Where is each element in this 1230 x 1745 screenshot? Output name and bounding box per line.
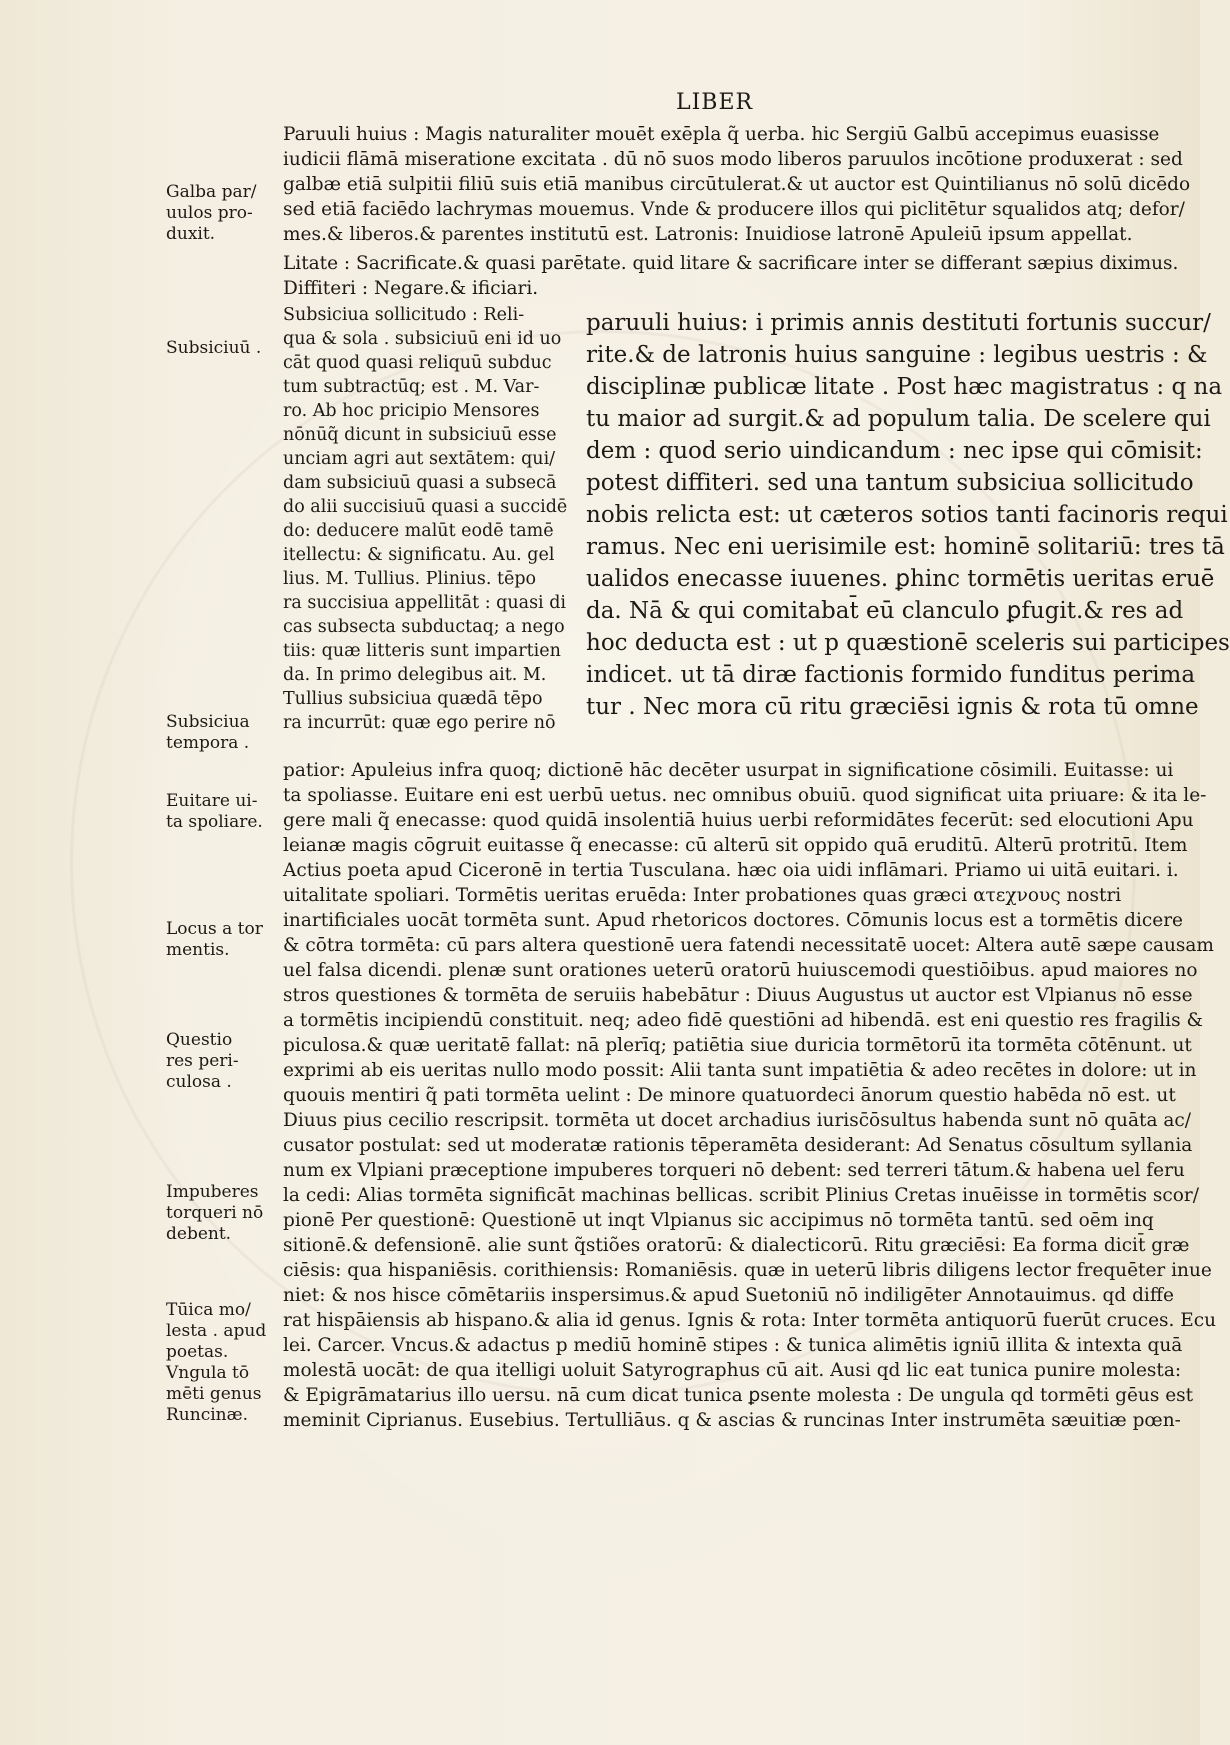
- main-text-line: da. Nā & qui comitabat̄ eū clanculo ꝑfugit.& res ad: [586, 598, 1184, 624]
- text-line: a tormētis incipiendū constituit. neq; adeo fidē questiōni ad hibendā. est eni questio res fragilis &: [283, 1010, 1203, 1031]
- main-text-line: tur . Nec mora cū ritu græciēsi ignis & rota tū omne: [586, 694, 1199, 720]
- narrow-line: do alii succisiuū quasi a succidē: [283, 497, 568, 517]
- margin-note-line: res peri-: [166, 1051, 239, 1071]
- margin-note-line: Locus a tor: [166, 919, 263, 939]
- text-line: lei. Carcer. Vncus.& adactus p mediū hominē stipes : & tunica alimētis igniū illita & intexta quā: [283, 1335, 1183, 1356]
- narrow-line: ro. Ab hoc pricipio Mensores: [283, 401, 540, 421]
- main-text-line: indicet. ut tā diræ factionis formido funditus perima: [586, 662, 1196, 688]
- margin-note-line: duxit.: [166, 224, 216, 244]
- narrow-line: ra incurrūt: quæ ego perire nō: [283, 713, 556, 733]
- narrow-line: unciam agri aut sextātem: qui/: [283, 449, 556, 469]
- narrow-line: tiis: quæ litteris sunt impartien: [283, 641, 561, 661]
- narrow-line: cāt quod quasi reliquū subduc: [283, 353, 552, 373]
- margin-note-line: Subsiciua: [166, 712, 250, 732]
- margin-note: [166, 1030, 276, 1093]
- narrow-line: da. In primo delegibus ait. M.: [283, 665, 547, 685]
- text-line: exprimi ab eis ueritas nullo modo possit: Alii tanta sunt impatiētia & adeo recētes in dolore: ut in: [283, 1060, 1197, 1081]
- text-line: molestā uocāt: de qua itelligi uoluit Satyrographus cū ait. Ausi qd lic eat tunica punire molesta:: [283, 1360, 1182, 1381]
- margin-note-line: tempora .: [166, 733, 250, 753]
- margin-note-line: mentis.: [166, 940, 230, 960]
- margin-note-line: torqueri nō: [166, 1203, 264, 1223]
- text-line: Litate : Sacrificate.& quasi parētate. quid litare & sacrificare inter se differant sæpius diximus.: [283, 253, 1179, 274]
- text-line: & Epigrāmatarius illo uersu. nā cum dicat tunica ꝑsente molesta : De ungula qd tormēti gēus est: [283, 1385, 1194, 1406]
- running-header: LIBER: [676, 90, 754, 115]
- text-line: Diffiteri : Negare.& ificiari.: [283, 278, 539, 299]
- text-line: rat hispāiensis ab hispano.& alia id genus. Ignis & rota: Inter tormēta antiquorū fuerūt cruces. Ecu: [283, 1310, 1217, 1331]
- main-text-line: potest diffiteri. sed una tantum subsiciua sollicitudo: [586, 470, 1194, 496]
- text-line: niet: & nos hisce cōmētariis inspersimus.& apud Suetoniū nō indiligēter Annotauimus. qd diffe: [283, 1285, 1174, 1306]
- text-line: quouis mentiri q̃ pati tormēta uelint : De minore quatuordeci ānorum questio habēda nō est. ut: [283, 1085, 1176, 1106]
- narrow-line: nōnūq̃ dicunt in subsiciuū esse: [283, 425, 557, 445]
- margin-note: [166, 338, 276, 359]
- margin-note: [166, 791, 276, 833]
- text-line: leianæ magis cōgruit euitasse q̃ enecasse: cū alterū sit oppido quā eruditū. Alterū protritū. Item: [283, 835, 1188, 856]
- text-line: cusator postulat: sed ut moderatæ rationis tēperamēta desiderant: Ad Senatus cōsultum syllania: [283, 1135, 1193, 1156]
- narrow-line: itellectu: & significatu. Au. gel: [283, 545, 555, 565]
- margin-note-line: culosa .: [166, 1072, 232, 1092]
- margin-note-line: Tūica mo/: [166, 1300, 251, 1320]
- margin-note-line: Runcinæ.: [166, 1405, 248, 1425]
- text-line: patior: Apuleius infra quoq; dictionē hāc decēter usurpat in significatione cōsimili. Euitasse: ui: [283, 760, 1174, 781]
- margin-note-line: Vngula tō: [166, 1363, 250, 1383]
- main-text-line: nobis relicta est: ut cæteros sotios tanti facinoris requi: [586, 502, 1228, 528]
- text-line: sitionē.& defensionē. alie sunt q̃stiões oratorū: & dialecticorū. Ritu græciēsi: Ea forma dicit̄ græ: [283, 1235, 1190, 1256]
- narrow-line: lius. M. Tullius. Plinius. tēpo: [283, 569, 537, 589]
- text-line: uitalitate spoliari. Tormētis ueritas eruēda: Inter probationes quas græci ατεχνους nostri: [283, 885, 1122, 906]
- narrow-line: Subsiciua sollicitudo : Reli-: [283, 305, 525, 325]
- margin-note-line: Galba par/: [166, 182, 257, 202]
- text-line: ciēsis: qua hispaniēsis. corithiensis: Romaniēsis. quæ in ueterū libris diligens lector frequēter inue: [283, 1260, 1212, 1281]
- margin-note-line: Subsiciuū .: [166, 338, 262, 358]
- narrow-line: ra succisiua appellitāt : quasi di: [283, 593, 567, 613]
- margin-note-line: ta spoliare.: [166, 812, 263, 832]
- text-line: piculosa.& quæ ueritatē fallat: nā plerīq; patiētia siue duricia tormētorū ita tormēta cōtēnunt. ut: [283, 1035, 1192, 1056]
- narrow-line: Tullius subsiciua quædā tēpo: [283, 689, 543, 709]
- main-text-line: hoc deducta est : ut p quæstionē sceleris sui participes: [586, 630, 1230, 656]
- text-line: Paruuli huius : Magis naturaliter mouēt exēpla q̃ uerba. hic Sergiū Galbū accepimus euasisse: [283, 124, 1160, 145]
- margin-note-line: Euitare ui-: [166, 791, 258, 811]
- margin-note: [166, 1182, 276, 1245]
- text-line: pionē Per questionē: Questionē ut inqt Vlpianus sic accipimus nō tormēta tantū. sed oēm inq: [283, 1210, 1154, 1231]
- margin-note-line: Impuberes: [166, 1182, 259, 1202]
- main-text-line: paruuli huius: i primis annis destituti fortunis succur/: [586, 310, 1211, 336]
- margin-note-line: Questio: [166, 1030, 233, 1050]
- text-line: uel falsa dicendi. plenæ sunt orationes ueterū oratorū huiuscemodi questiōibus. apud maiores no: [283, 960, 1198, 981]
- text-line: sed etiā faciēdo lachrymas mouemus. Vnde & producere illos qui piclitētur squalidos atq; defor/: [283, 199, 1185, 220]
- narrow-line: qua & sola . subsiciuū eni id uo: [283, 329, 562, 349]
- main-text-line: ramus. Nec eni uerisimile est: hominē solitariū: tres tā: [586, 534, 1225, 560]
- main-text-line: dem : quod serio uindicandum : nec ipse qui cōmisit:: [586, 438, 1203, 464]
- text-line: meminit Ciprianus. Eusebius. Tertulliāus. q & ascias & runcinas Inter instrumēta sæuitiæ pœn-: [283, 1410, 1181, 1431]
- narrow-line: cas subsecta subductaq; a nego: [283, 617, 565, 637]
- main-text-line: disciplinæ publicæ litate . Post hæc magistratus : q na: [586, 374, 1223, 400]
- margin-note: [166, 712, 276, 754]
- text-line: la cedi: Alias tormēta significāt machinas bellicas. scribit Plinius Cretas inuēisse in tormētis scor/: [283, 1185, 1199, 1206]
- text-line: inartificiales uocāt tormēta sunt. Apud rhetoricos doctores. Cōmunis locus est a tormētis dicere: [283, 910, 1184, 931]
- text-line: Diuus pius cecilio rescripsit. tormēta ut docet archadius iurisc̄ōsultus habenda sunt nō quāta ac/: [283, 1110, 1191, 1131]
- text-line: stros questiones & tormēta de seruiis habebātur : Diuus Augustus ut auctor est Vlpianus nō esse: [283, 985, 1193, 1006]
- margin-note-line: uulos pro-: [166, 203, 253, 223]
- text-line: num ex Vlpiani præceptione impuberes torqueri nō debent: sed terreri tātum.& habena uel feru: [283, 1160, 1185, 1181]
- main-text-line: ualidos enecasse iuuenes. ꝑhinc tormētis ueritas eruē: [586, 566, 1215, 592]
- margin-note-line: poetas.: [166, 1342, 229, 1362]
- margin-note-line: debent.: [166, 1224, 232, 1244]
- text-line: iudicii flāmā miseratione excitata . dū nō suos modo liberos paruulos incōtione produxerat : sed: [283, 149, 1183, 170]
- text-line: gere mali q̃ enecasse: quod quidā insolentiā huius uerbi reformidātes fecerūt: sed elocutioni Apu: [283, 810, 1194, 831]
- main-text-line: rite.& de latronis huius sanguine : legibus uestris : &: [586, 342, 1208, 368]
- text-line: ta spoliasse. Euitare eni est uerbū uetus. nec omnibus obuiū. quod significat uita priuare: & ita le-: [283, 785, 1207, 806]
- margin-note-line: mēti genus: [166, 1384, 262, 1404]
- narrow-line: do: deducere malūt eodē tamē: [283, 521, 554, 541]
- narrow-line: tum subtractūq; est . M. Var-: [283, 377, 540, 397]
- margin-note: [166, 919, 276, 961]
- text-line: mes.& liberos.& parentes institutū est. Latronis: Inuidiose latronē Apuleiū ipsum appellat.: [283, 224, 1133, 245]
- margin-note: [166, 1300, 276, 1426]
- text-line: & cōtra tormēta: cū pars altera questionē uera fatendi necessitatē uocet: Altera autē sæpe causam: [283, 935, 1214, 956]
- narrow-line: dam subsiciuū quasi a subsecā: [283, 473, 557, 493]
- text-line: galbæ etiā sulpitii filiū suis etiā manibus circūtulerat.& ut auctor est Quintilianus nō solū dicēdo: [283, 174, 1191, 195]
- text-line: Actius poeta apud Ciceronē in tertia Tusculana. hæc oia uidi inflāmari. Priamo ui uitā euitari. i.: [283, 860, 1179, 881]
- margin-note: [166, 182, 276, 245]
- main-text-line: tu maior ad surgit.& ad populum talia. De scelere qui: [586, 406, 1211, 432]
- margin-note-line: lesta . apud: [166, 1321, 267, 1341]
